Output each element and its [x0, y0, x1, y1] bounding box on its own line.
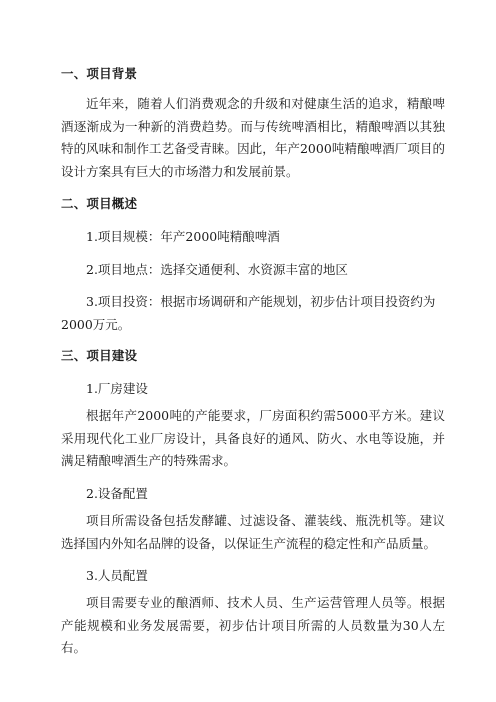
construction-factory-paragraph: 根据年产2000吨的产能要求，厂房面积约需5000平方米。建议采用现代化工业厂房设计，具备良好的通风、防火、水电等设施，并满足精酿啤酒生产的特殊需求。 — [61, 408, 445, 468]
heading-project-construction: 三、项目建设 — [61, 348, 138, 363]
overview-item-location: 2.项目地点：选择交通便利、水资源丰富的地区 — [86, 262, 348, 277]
construction-staff-paragraph: 项目需要专业的酿酒师、技术人员、生产运营管理人员等。根据产能规模和业务发展需要，初步估计项目所需的人员数量为30人左右。 — [61, 595, 445, 655]
construction-factory-title: 1.厂房建设 — [86, 381, 148, 396]
heading-project-background: 一、项目背景 — [61, 66, 138, 81]
overview-item-investment: 3.项目投资：根据市场调研和产能规划，初步估计项目投资约为 — [86, 294, 436, 309]
paragraph-project-background: 近年来，随着人们消费观念的升级和对健康生活的追求，精酿啤酒逐渐成为一种新的消费趋势。而与传统啤酒相比，精酿啤酒以其独特的风味和制作工艺备受青睐。因此，年产2000吨精酿啤酒厂项目的设计方案具有巨大的市场潜力和发展前景。 — [61, 96, 445, 179]
overview-item-scale: 1.项目规模：年产2000吨精酿啤酒 — [86, 229, 280, 244]
construction-staff-title: 3.人员配置 — [86, 568, 148, 583]
overview-item-investment-continued: 2000万元。 — [61, 317, 131, 332]
construction-equipment-title: 2.设备配置 — [86, 486, 148, 501]
heading-project-overview: 二、项目概述 — [61, 196, 138, 211]
construction-equipment-paragraph: 项目所需设备包括发酵罐、过滤设备、灌装线、瓶洗机等。建议选择国内外知名品牌的设备，以保证生产流程的稳定性和产品质量。 — [61, 513, 445, 551]
